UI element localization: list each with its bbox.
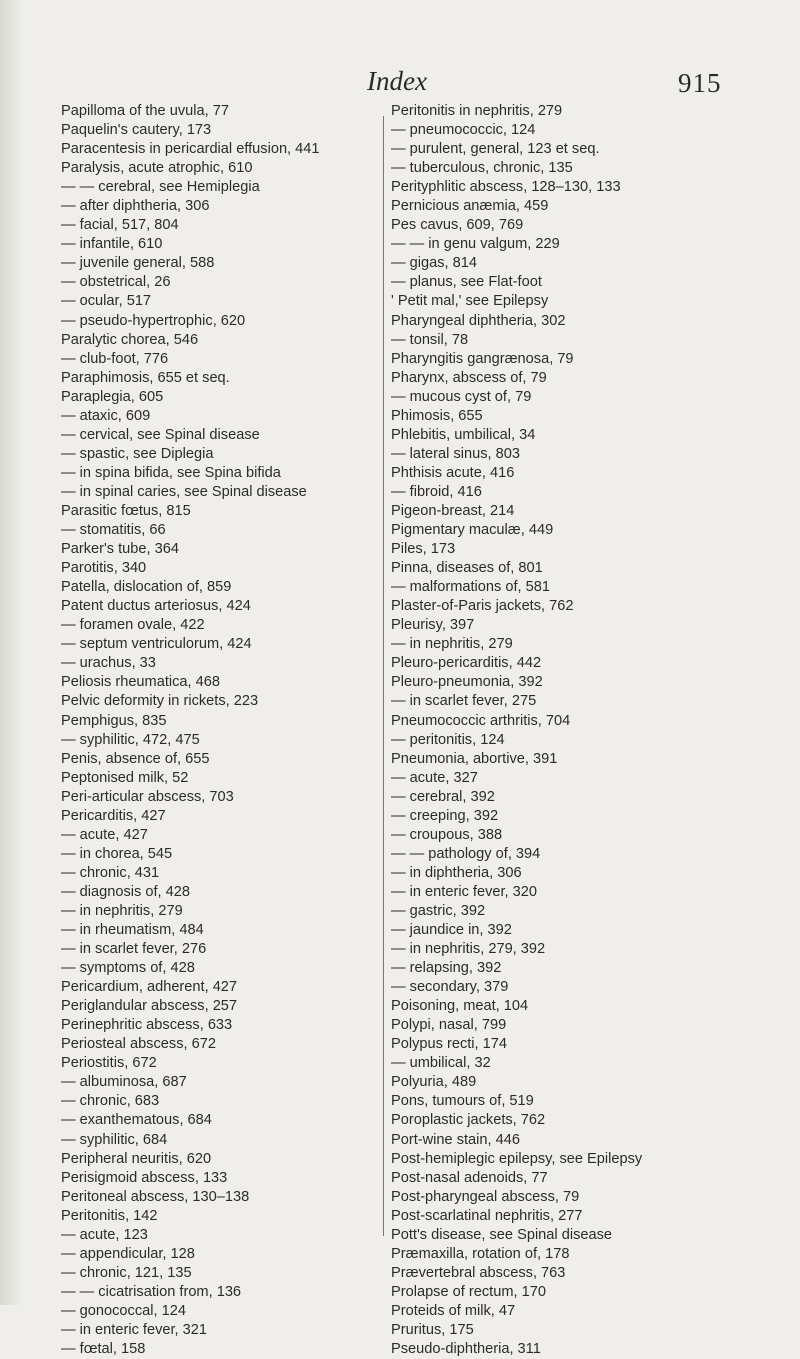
index-entry: [391, 597, 791, 616]
index-entry-text: — lateral sinus, 803: [391, 445, 520, 462]
index-entry: [391, 635, 791, 654]
index-entry: [391, 464, 791, 483]
index-entry-text: Paraphimosis, 655 et seq.: [61, 369, 230, 386]
index-entry: [391, 273, 791, 292]
index-entry: [61, 807, 376, 826]
index-entry: [391, 731, 791, 750]
index-entry-text: — exanthematous, 684: [61, 1112, 212, 1129]
index-entry: [61, 483, 376, 502]
index-entry-text: Peritonitis in nephritis, 279: [391, 103, 563, 119]
index-entry: [61, 464, 376, 483]
index-entry-text: Pleuro-pericarditis, 442: [391, 655, 542, 672]
index-entry-text: Pigeon-breast, 214: [391, 502, 515, 519]
index-entry: [61, 864, 376, 883]
index-entry-text: Pleuro-pneumonia, 392: [391, 674, 543, 691]
index-entry: [61, 921, 376, 940]
index-entry: [61, 635, 376, 654]
index-entry: [61, 1169, 376, 1188]
index-entry-text: Phthisis acute, 416: [391, 464, 515, 481]
index-entry: [391, 1073, 791, 1092]
index-entry-text: — pneumococcic, 124: [391, 122, 536, 139]
index-entry-text: — ataxic, 609: [61, 407, 151, 424]
index-entry-text: Parotitis, 340: [61, 560, 147, 577]
index-entry-text: Perisigmoid abscess, 133: [61, 1169, 228, 1186]
index-entry-text: — juvenile general, 588: [61, 255, 215, 272]
index-entry: [61, 1092, 376, 1111]
index-entry-text: — in rheumatism, 484: [61, 922, 204, 939]
index-entry: [61, 273, 376, 292]
index-entry: [391, 864, 791, 883]
index-entry: [391, 216, 791, 235]
index-entry: [61, 521, 376, 540]
index-entry: [391, 712, 791, 731]
index-entry: [391, 826, 791, 845]
index-entry: [61, 1150, 376, 1169]
index-entry-text: Parasitic fœtus, 815: [61, 502, 191, 519]
index-entry: [391, 388, 791, 407]
index-entry-text: Peritoneal abscess, 130–138: [61, 1188, 250, 1205]
index-entry: [61, 1188, 376, 1207]
index-entry-text: Periosteal abscess, 672: [61, 1036, 216, 1053]
index-entry: [61, 826, 376, 845]
index-entry-text: Perityphlitic abscess, 128–130, 133: [391, 179, 621, 196]
index-entry: [391, 1016, 791, 1035]
index-entry: [391, 1150, 791, 1169]
index-entry: [391, 1092, 791, 1111]
index-entry: [61, 1340, 376, 1359]
index-entry: [61, 731, 376, 750]
index-entry: [391, 559, 791, 578]
index-entry-text: Polypi, nasal, 799: [391, 1017, 507, 1034]
index-entry-text: Periostitis, 672: [61, 1055, 157, 1072]
index-entry: [61, 197, 376, 216]
index-entry: [61, 616, 376, 635]
index-entry-text: Pleurisy, 397: [391, 617, 475, 634]
index-entry-text: — acute, 327: [391, 769, 478, 786]
index-entry-text: — in scarlet fever, 275: [391, 693, 537, 710]
index-entry: [61, 1264, 376, 1283]
index-entry: [61, 940, 376, 959]
index-entry-text: — secondary, 379: [391, 979, 509, 996]
index-entry: [391, 178, 791, 197]
index-entry: [391, 1321, 791, 1340]
index-entry: [61, 769, 376, 788]
index-entry: [61, 712, 376, 731]
index-entry-text: — — in genu valgum, 229: [391, 236, 560, 253]
index-entry: [391, 578, 791, 597]
index-entry: [61, 978, 376, 997]
index-entry: [391, 1264, 791, 1283]
index-entry: [391, 540, 791, 559]
index-entry-text: — in spinal caries, see Spinal disease: [61, 483, 307, 500]
index-entry: [391, 997, 791, 1016]
index-entry-text: Phimosis, 655: [391, 407, 483, 424]
index-entry-text: — — cicatrisation from, 136: [61, 1283, 242, 1300]
index-entry: [391, 197, 791, 216]
index-entry-text: Præmaxilla, rotation of, 178: [391, 1245, 570, 1262]
index-entry-text: Paralysis, acute atrophic, 610: [61, 160, 253, 177]
index-column-left: [61, 102, 376, 1359]
index-entry-text: Pemphigus, 835: [61, 712, 167, 729]
index-entry-text: Patella, dislocation of, 859: [61, 579, 232, 596]
index-entry-text: — septum ventriculorum, 424: [61, 636, 252, 653]
index-entry: [391, 426, 791, 445]
index-entry: [391, 292, 791, 311]
index-entry-text: Proteids of milk, 47: [391, 1302, 516, 1319]
index-entry-text: — tuberculous, chronic, 135: [391, 160, 573, 177]
index-entry-text: Pott's disease, see Spinal disease: [391, 1226, 613, 1243]
index-entry: [391, 1283, 791, 1302]
index-entry: [61, 578, 376, 597]
index-entry-text: — jaundice in, 392: [391, 922, 512, 939]
index-entry-text: ' Petit mal,' see Epilepsy: [391, 293, 549, 310]
index-entry: [391, 1054, 791, 1073]
index-entry-text: Pericarditis, 427: [61, 807, 166, 824]
index-entry-text: — club-foot, 776: [61, 350, 169, 367]
index-entry-text: Paralytic chorea, 546: [61, 331, 199, 348]
index-entry-text: — syphilitic, 684: [61, 1131, 168, 1148]
index-entry-text: Peri-articular abscess, 703: [61, 788, 234, 805]
index-entry-text: — infantile, 610: [61, 236, 163, 253]
index-entry-text: — cerebral, 392: [391, 788, 495, 805]
index-entry-text: Paquelin's cautery, 173: [61, 122, 212, 139]
index-entry-text: Pneumococcic arthritis, 704: [391, 712, 571, 729]
index-entry-text: — in enteric fever, 321: [61, 1322, 208, 1338]
index-entry-text: — facial, 517, 804: [61, 217, 179, 234]
index-entry-text: Pelvic deformity in rickets, 223: [61, 693, 259, 710]
index-entry: [61, 1131, 376, 1150]
index-entry-text: Patent ductus arteriosus, 424: [61, 598, 251, 615]
index-entry-text: — in chorea, 545: [61, 845, 173, 862]
index-entry: [391, 750, 791, 769]
index-entry: [61, 559, 376, 578]
index-entry-text: — diagnosis of, 428: [61, 883, 190, 900]
index-entry-text: — acute, 427: [61, 826, 148, 843]
index-entry: [61, 997, 376, 1016]
index-entry: [61, 407, 376, 426]
index-entry: [61, 254, 376, 273]
index-entry: [61, 1073, 376, 1092]
index-entry: [61, 140, 376, 159]
index-entry: [391, 502, 791, 521]
index-entry: [61, 959, 376, 978]
index-entry: [61, 1016, 376, 1035]
index-entry: [61, 1207, 376, 1226]
index-entry-text: Pernicious anæmia, 459: [391, 198, 549, 215]
index-column-right: [391, 102, 791, 1359]
index-entry-text: — — pathology of, 394: [391, 845, 541, 862]
index-entry: [391, 312, 791, 331]
index-entry: [61, 1111, 376, 1130]
index-entry-text: — in nephritis, 279: [391, 636, 513, 653]
index-entry-text: — obstetrical, 26: [61, 274, 171, 291]
index-entry: [391, 959, 791, 978]
index-entry: [391, 483, 791, 502]
index-entry-text: Phlebitis, umbilical, 34: [391, 426, 536, 443]
index-entry-text: — planus, see Flat-foot: [391, 274, 542, 291]
index-entry: [391, 1169, 791, 1188]
index-entry: [61, 216, 376, 235]
index-entry: [391, 845, 791, 864]
index-entry-text: Pruritus, 175: [391, 1322, 474, 1338]
index-entry: [391, 788, 791, 807]
index-entry-text: Peripheral neuritis, 620: [61, 1150, 212, 1167]
index-entry-text: — malformations of, 581: [391, 579, 550, 596]
index-entry: [61, 654, 376, 673]
index-entry-text: — appendicular, 128: [61, 1245, 195, 1262]
index-entry-text: Poisoning, meat, 104: [391, 998, 529, 1015]
index-entry: [61, 502, 376, 521]
index-entry: [391, 235, 791, 254]
index-entry-text: Post-pharyngeal abscess, 79: [391, 1188, 580, 1205]
index-entry-text: — croupous, 388: [391, 826, 503, 843]
index-entry: [61, 540, 376, 559]
index-entry: [61, 845, 376, 864]
index-entry: [391, 807, 791, 826]
index-entry-text: Peliosis rheumatica, 468: [61, 674, 220, 691]
index-entry: [61, 350, 376, 369]
index-entry-text: Post-nasal adenoids, 77: [391, 1169, 548, 1186]
index-entry-text: Post-scarlatinal nephritis, 277: [391, 1207, 583, 1224]
index-entry: [61, 331, 376, 350]
index-entry: [391, 1035, 791, 1054]
index-entry-text: Pharyngeal diphtheria, 302: [391, 312, 566, 329]
index-entry: [61, 178, 376, 197]
index-entry: [61, 1283, 376, 1302]
index-entry-text: Piles, 173: [391, 541, 456, 558]
index-entry: [61, 292, 376, 311]
index-entry-text: — fœtal, 158: [61, 1341, 146, 1358]
index-entry-text: — syphilitic, 472, 475: [61, 731, 200, 748]
index-entry-text: — mucous cyst of, 79: [391, 388, 532, 405]
index-entry-text: Paracentesis in pericardial effusion, 441: [61, 141, 320, 158]
index-entry: [391, 159, 791, 178]
index-entry-text: Pons, tumours of, 519: [391, 1093, 534, 1110]
index-entry-text: Periglandular abscess, 257: [61, 998, 238, 1015]
index-entry: [391, 1340, 791, 1359]
index-entry-text: — in enteric fever, 320: [391, 883, 538, 900]
index-entry-text: — relapsing, 392: [391, 960, 502, 977]
index-entry-text: — spastic, see Diplegia: [61, 445, 214, 462]
index-entry: [61, 102, 376, 121]
index-entry-text: — after diphtheria, 306: [61, 198, 210, 215]
index-entry-text: — in nephritis, 279, 392: [391, 941, 546, 958]
index-entry: [391, 102, 791, 121]
index-entry: [391, 254, 791, 273]
index-entry-text: Pigmentary maculæ, 449: [391, 522, 554, 539]
index-entry-text: Peritonitis, 142: [61, 1207, 158, 1224]
index-entry: [61, 388, 376, 407]
index-entry-text: — chronic, 431: [61, 864, 160, 881]
index-entry: [391, 1226, 791, 1245]
index-entry-text: — umbilical, 32: [391, 1055, 491, 1072]
index-entry-text: — — cerebral, see Hemiplegia: [61, 179, 260, 196]
index-entry: [391, 940, 791, 959]
index-entry-text: — gastric, 392: [391, 902, 486, 919]
index-entry-text: — gigas, 814: [391, 255, 477, 272]
index-entry-text: — stomatitis, 66: [61, 522, 166, 539]
index-entry: [61, 159, 376, 178]
index-entry-text: Poroplastic jackets, 762: [391, 1112, 546, 1129]
index-entry-text: — pseudo-hypertrophic, 620: [61, 312, 246, 329]
index-entry: [391, 350, 791, 369]
index-entry-text: Port-wine stain, 446: [391, 1131, 520, 1148]
column-divider: [383, 116, 384, 1236]
index-entry-text: — ocular, 517: [61, 293, 152, 310]
index-entry: [391, 369, 791, 388]
index-entry-text: — in scarlet fever, 276: [61, 941, 207, 958]
index-entry: [391, 121, 791, 140]
index-entry-text: — in diphtheria, 306: [391, 864, 522, 881]
index-entry-text: — gonococcal, 124: [61, 1302, 186, 1319]
index-entry-text: Pharyngitis gangrænosa, 79: [391, 350, 574, 367]
index-entry: [391, 654, 791, 673]
index-entry-text: Prævertebral abscess, 763: [391, 1264, 566, 1281]
index-entry: [61, 597, 376, 616]
index-entry: [61, 1054, 376, 1073]
page-header: [0, 66, 800, 106]
index-entry-text: — albuminosa, 687: [61, 1074, 187, 1091]
index-entry: [391, 1245, 791, 1264]
index-entry-text: — foramen ovale, 422: [61, 617, 205, 634]
index-entry-text: — creeping, 392: [391, 807, 499, 824]
index-entry-text: Post-hemiplegic epilepsy, see Epilepsy: [391, 1150, 643, 1167]
index-entry-text: Pharynx, abscess of, 79: [391, 369, 547, 386]
index-entry-text: Perinephritic abscess, 633: [61, 1017, 233, 1034]
index-entry-text: Pseudo-diphtheria, 311: [391, 1341, 541, 1358]
index-entry: [391, 521, 791, 540]
index-entry-text: — fibroid, 416: [391, 483, 482, 500]
page-edge: [0, 0, 24, 1305]
index-entry-text: Peptonised milk, 52: [61, 769, 189, 786]
index-entry: [391, 673, 791, 692]
running-title: Index: [367, 66, 427, 96]
index-entry: [61, 692, 376, 711]
index-entry: [61, 902, 376, 921]
index-entry-text: — peritonitis, 124: [391, 731, 505, 748]
index-entry-text: Plaster-of-Paris jackets, 762: [391, 598, 574, 615]
index-entry-text: Paraplegia, 605: [61, 388, 164, 405]
index-entry-text: — tonsil, 78: [391, 331, 469, 348]
index-entry-text: — chronic, 121, 135: [61, 1264, 192, 1281]
index-entry: [61, 121, 376, 140]
index-entry: [61, 1321, 376, 1340]
index-entry: [391, 331, 791, 350]
index-entry: [61, 883, 376, 902]
index-entry: [391, 692, 791, 711]
index-entry-text: — symptoms of, 428: [61, 960, 195, 977]
index-entry: [391, 902, 791, 921]
index-entry-text: — purulent, general, 123 et seq.: [391, 141, 600, 158]
index-entry-text: — chronic, 683: [61, 1093, 160, 1110]
index-entry: [391, 1111, 791, 1130]
index-entry-text: — in nephritis, 279: [61, 902, 183, 919]
index-entry-text: — in spina bifida, see Spina bifida: [61, 464, 281, 481]
index-entry-text: Pneumonia, abortive, 391: [391, 750, 558, 767]
index-entry: [391, 1207, 791, 1226]
index-entry-text: Pes cavus, 609, 769: [391, 217, 524, 234]
index-entry: [61, 788, 376, 807]
index-entry-text: Penis, absence of, 655: [61, 750, 210, 767]
index-entry: [391, 445, 791, 464]
index-entry-text: — cervical, see Spinal disease: [61, 426, 260, 443]
index-entry: [391, 407, 791, 426]
index-entry: [61, 1226, 376, 1245]
index-entry-text: Pericardium, adherent, 427: [61, 979, 238, 996]
index-entry-text: Papilloma of the uvula, 77: [61, 103, 229, 119]
index-entry: [391, 1131, 791, 1150]
index-entry: [61, 312, 376, 331]
index-entry: [391, 978, 791, 997]
index-entry-text: Polypus recti, 174: [391, 1036, 508, 1053]
index-entry-text: — urachus, 33: [61, 655, 156, 672]
index-entry: [61, 673, 376, 692]
index-entry-text: Parker's tube, 364: [61, 541, 179, 558]
index-entry: [61, 1245, 376, 1264]
index-entry: [61, 1035, 376, 1054]
page-number: 915: [678, 68, 722, 98]
index-entry: [391, 883, 791, 902]
index-entry: [61, 750, 376, 769]
index-entry: [61, 426, 376, 445]
index-entry-text: Pinna, diseases of, 801: [391, 560, 543, 577]
index-entry-text: — acute, 123: [61, 1226, 148, 1243]
index-entry: [61, 445, 376, 464]
index-entry-text: Prolapse of rectum, 170: [391, 1283, 546, 1300]
index-entry: [391, 616, 791, 635]
index-entry: [61, 369, 376, 388]
index-entry-text: Polyuria, 489: [391, 1074, 477, 1091]
index-entry: [391, 921, 791, 940]
index-entry: [61, 235, 376, 254]
index-entry: [391, 1188, 791, 1207]
index-entry: [391, 769, 791, 788]
index-entry: [391, 140, 791, 159]
